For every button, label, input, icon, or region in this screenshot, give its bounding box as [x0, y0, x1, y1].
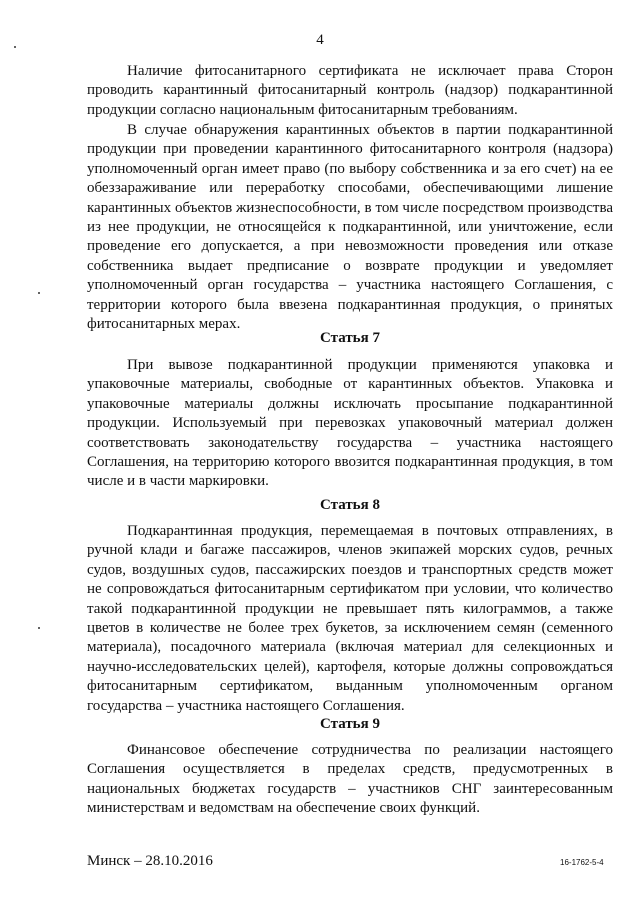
- article-7-text: При вывозе подкарантинной продукции применяются упаковка и упаковочные материалы, свободные от карантинных объектов. Упаковка и упаковочные материалы должны исключать просыпание подкарантинной продукции. Используемый при перевозках упаковочный материал должен соответствовать законодательству государства – участника настоящего Соглашения, на территорию которого ввозится подкарантинная продукция, в том числе и в части маркировки.: [87, 357, 613, 490]
- paragraph-quarantine-objects: В случае обнаружения карантинных объектов в партии подкарантинной продукции при проведении карантинного фитосанитарного контроля (надзора) уполномоченный орган имеет право (по выбору собственника и за его счет) на ее обеззараживание или переработку способами, обеспечивающими лишение карантинных объектов жизнеспособности, в том числе посредством производства из нее продукции, не относящейся к подкарантинной, или уничтожение, если проведение его допускается, а при невозможности проведения или отказе собственника выдает предписание о возврате продукции и уведомляет уполномоченный орган государства – участника настоящего Соглашения, с территории которого была ввезена подкарантинная продукция, о принятых фитосанитарных мерах.: [87, 122, 613, 333]
- article-7-heading: Статья 7: [320, 330, 380, 346]
- page-number: 4: [316, 32, 324, 48]
- article-9-heading: Статья 9: [320, 716, 380, 732]
- scan-dot: [38, 292, 40, 294]
- footer-document-code: 16-1762-5-4: [560, 858, 604, 867]
- article-8-text: Подкарантинная продукция, перемещаемая в почтовых отправлениях, в ручной клади и багаже пассажиров, членов экипажей морских судов, речных судов, воздушных судов, пассажирских поездов и транспортных средств может не сопровождаться фитосанитарным сертификатом при условии, что количество такой подкарантинной продукции не превышает пять килограммов, а также цветов в количестве не более трех букетов, за исключением семян (семенного материала), посадочного материала (включая материал для селекционных и научно-исследовательских целей), картофеля, которые должны сопровождаться фитосанитарным сертификатом, выданным уполномоченным органом государства – участника настоящего Соглашения.: [87, 523, 613, 714]
- paragraph-fitosanitary-certificate: Наличие фитосанитарного сертификата не исключает права Сторон проводить карантинный фитосанитарный контроль (надзор) подкарантинной продукции согласно национальным фитосанитарным требованиям.: [87, 63, 613, 118]
- article-9-text: Финансовое обеспечение сотрудничества по реализации настоящего Соглашения осуществляется в пределах средств, предусмотренных в национальных бюджетах государств – участников СНГ заинтересованным министерствам и ведомствам на обеспечение своих функций.: [87, 742, 613, 817]
- footer-place-date: Минск – 28.10.2016: [87, 853, 213, 869]
- scan-dot: [14, 46, 16, 48]
- article-8-heading: Статья 8: [320, 497, 380, 513]
- scan-dot: [38, 627, 40, 629]
